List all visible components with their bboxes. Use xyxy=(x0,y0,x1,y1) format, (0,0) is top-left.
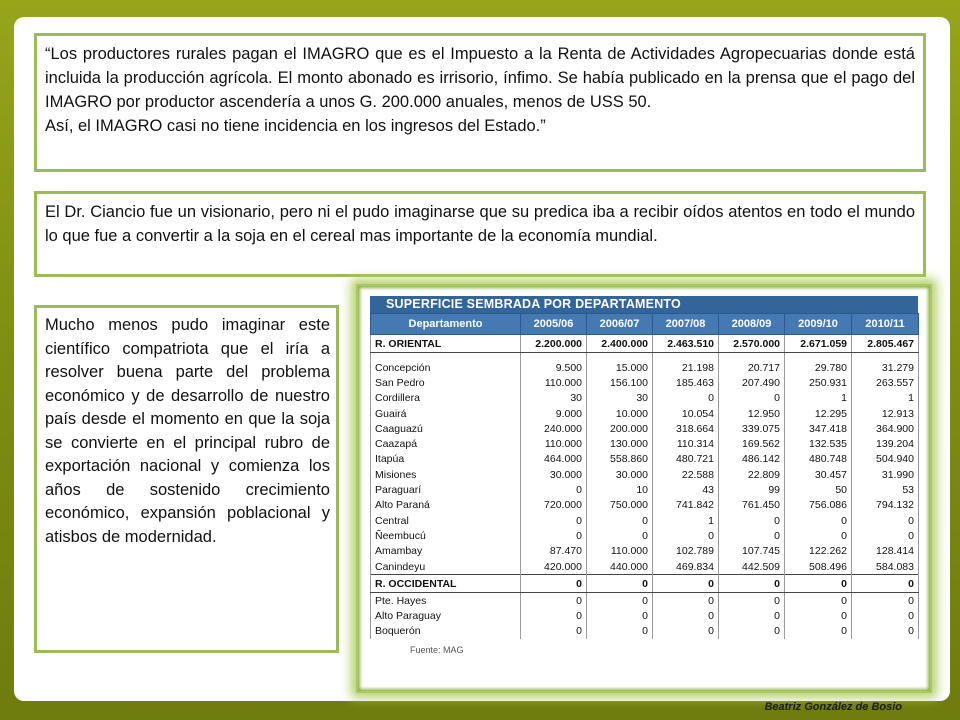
table-row xyxy=(371,608,919,623)
value-cell: 2.463.510 xyxy=(653,335,719,353)
table-row xyxy=(371,406,919,421)
header-2005-06: 2005/06 xyxy=(521,314,587,335)
table-header-row xyxy=(371,314,919,335)
department-cell: Alto Paraguay xyxy=(371,608,521,623)
value-cell: 1 xyxy=(653,513,719,528)
table-row xyxy=(371,624,919,639)
value-cell: 741.842 xyxy=(653,498,719,513)
value-cell: 30 xyxy=(521,391,587,406)
value-cell: 339.075 xyxy=(719,421,785,436)
value-cell: 139.204 xyxy=(852,436,919,451)
value-cell: 185.463 xyxy=(653,375,719,390)
value-cell: 0 xyxy=(587,575,653,593)
value-cell: 440.000 xyxy=(587,559,653,575)
value-cell: 156.100 xyxy=(587,375,653,390)
value-cell: 110.000 xyxy=(521,375,587,390)
value-cell: 263.557 xyxy=(852,375,919,390)
value-cell: 584.083 xyxy=(852,559,919,575)
value-cell: 22.588 xyxy=(653,467,719,482)
value-cell: 87.470 xyxy=(521,544,587,559)
value-cell: 794.132 xyxy=(852,498,919,513)
value-cell: 110.000 xyxy=(521,436,587,451)
value-cell: 207.490 xyxy=(719,375,785,390)
value-cell: 110.314 xyxy=(653,436,719,451)
value-cell: 0 xyxy=(852,513,919,528)
value-cell: 0 xyxy=(785,513,852,528)
department-cell: Ñeembucú xyxy=(371,528,521,543)
value-cell: 10.000 xyxy=(587,406,653,421)
value-cell: 0 xyxy=(785,593,852,609)
value-cell: 464.000 xyxy=(521,452,587,467)
value-cell: 0 xyxy=(587,608,653,623)
paragraph-soja: Mucho menos pudo imaginar este científico compatriota que el iría a resolver buena parte del problema económico y de desarrollo de nuestro país desde el momento en que la soja se convierte en el principal rubro de exportación nacional y comienza los años de sostenido crecimiento económico, expansión poblacional y atisbos de modernidad. xyxy=(45,316,330,546)
value-cell: 122.262 xyxy=(785,544,852,559)
department-cell: Guairá xyxy=(371,406,521,421)
value-cell: 1 xyxy=(852,391,919,406)
value-cell: 31.279 xyxy=(852,360,919,375)
table-row xyxy=(371,498,919,513)
value-cell: 0 xyxy=(587,528,653,543)
value-cell: 442.509 xyxy=(719,559,785,575)
value-cell: 0 xyxy=(653,624,719,639)
quote-line-1: “Los productores rurales pagan el IMAGRO que es el Impuesto a la Renta de Actividades Agropecuarias donde está incluida la producción agrícola. El monto abonado es irrisorio, ínfimo. Se había publicado en la prensa que el pago del IMAGRO por productor ascendería a unos G. 200.000 anuales, menos de USS 50. xyxy=(45,45,915,111)
value-cell: 0 xyxy=(521,575,587,593)
table-row xyxy=(371,528,919,543)
table-row xyxy=(371,452,919,467)
table-row xyxy=(371,467,919,482)
value-cell: 15.000 xyxy=(587,360,653,375)
department-cell: Caazapá xyxy=(371,436,521,451)
table-row xyxy=(371,436,919,451)
value-cell: 0 xyxy=(521,513,587,528)
value-cell: 0 xyxy=(653,575,719,593)
value-cell: 0 xyxy=(785,575,852,593)
paragraph-ciancio-box xyxy=(34,191,926,277)
department-cell: Boquerón xyxy=(371,624,521,639)
department-cell: Cordillera xyxy=(371,391,521,406)
header-2006-07: 2006/07 xyxy=(587,314,653,335)
value-cell: 0 xyxy=(785,528,852,543)
department-cell: R. OCCIDENTAL xyxy=(371,575,521,593)
value-cell: 0 xyxy=(587,593,653,609)
spacer-cell xyxy=(653,353,719,361)
value-cell: 504.940 xyxy=(852,452,919,467)
value-cell: 0 xyxy=(587,624,653,639)
value-cell: 130.000 xyxy=(587,436,653,451)
value-cell: 21.198 xyxy=(653,360,719,375)
value-cell: 110.000 xyxy=(587,544,653,559)
superficie-table xyxy=(370,313,919,639)
table-row xyxy=(371,559,919,575)
value-cell: 2.805.467 xyxy=(852,335,919,353)
spacer-cell xyxy=(785,353,852,361)
value-cell: 1 xyxy=(785,391,852,406)
value-cell: 0 xyxy=(852,624,919,639)
department-cell: Pte. Hayes xyxy=(371,593,521,609)
quote-line-2: Así, el IMAGRO casi no tiene incidencia en los ingresos del Estado.” xyxy=(45,117,546,135)
value-cell: 0 xyxy=(719,391,785,406)
value-cell: 347.418 xyxy=(785,421,852,436)
header-2008-09: 2008/09 xyxy=(719,314,785,335)
table-row xyxy=(371,391,919,406)
region-row xyxy=(371,575,919,593)
value-cell: 30.457 xyxy=(785,467,852,482)
value-cell: 10.054 xyxy=(653,406,719,421)
value-cell: 0 xyxy=(785,608,852,623)
value-cell: 9.000 xyxy=(521,406,587,421)
quote-box xyxy=(34,33,926,172)
table-body xyxy=(371,335,919,640)
value-cell: 0 xyxy=(852,575,919,593)
value-cell: 508.496 xyxy=(785,559,852,575)
value-cell: 20.717 xyxy=(719,360,785,375)
value-cell: 720.000 xyxy=(521,498,587,513)
table-row xyxy=(371,421,919,436)
table-source: Fuente: MAG xyxy=(410,645,464,656)
department-cell: Alto Paraná xyxy=(371,498,521,513)
value-cell: 318.664 xyxy=(653,421,719,436)
value-cell: 0 xyxy=(719,513,785,528)
table-spacer-row xyxy=(371,353,919,361)
department-cell: Caaguazú xyxy=(371,421,521,436)
value-cell: 10 xyxy=(587,482,653,497)
value-cell: 200.000 xyxy=(587,421,653,436)
department-cell: Concepción xyxy=(371,360,521,375)
value-cell: 756.086 xyxy=(785,498,852,513)
value-cell: 29.780 xyxy=(785,360,852,375)
value-cell: 12.950 xyxy=(719,406,785,421)
value-cell: 480.748 xyxy=(785,452,852,467)
value-cell: 486.142 xyxy=(719,452,785,467)
value-cell: 50 xyxy=(785,482,852,497)
spacer-cell xyxy=(587,353,653,361)
table-row xyxy=(371,360,919,375)
value-cell: 0 xyxy=(521,482,587,497)
header-2010-11: 2010/11 xyxy=(852,314,919,335)
value-cell: 0 xyxy=(719,624,785,639)
value-cell: 761.450 xyxy=(719,498,785,513)
value-cell: 30.000 xyxy=(521,467,587,482)
value-cell: 250.931 xyxy=(785,375,852,390)
department-cell: Central xyxy=(371,513,521,528)
value-cell: 169.562 xyxy=(719,436,785,451)
value-cell: 558.860 xyxy=(587,452,653,467)
value-cell: 132.535 xyxy=(785,436,852,451)
value-cell: 0 xyxy=(719,593,785,609)
value-cell: 0 xyxy=(653,391,719,406)
value-cell: 31.990 xyxy=(852,467,919,482)
spacer-cell xyxy=(852,353,919,361)
value-cell: 2.671.059 xyxy=(785,335,852,353)
value-cell: 0 xyxy=(587,513,653,528)
value-cell: 2.400.000 xyxy=(587,335,653,353)
header-departamento: Departamento xyxy=(371,314,521,335)
department-cell: Misiones xyxy=(371,467,521,482)
table-row xyxy=(371,513,919,528)
spacer-cell xyxy=(719,353,785,361)
value-cell: 0 xyxy=(521,624,587,639)
author-credit: Beatriz González de Bosio xyxy=(764,701,902,713)
value-cell: 12.295 xyxy=(785,406,852,421)
value-cell: 0 xyxy=(852,593,919,609)
value-cell: 469.834 xyxy=(653,559,719,575)
table-row xyxy=(371,375,919,390)
department-cell: R. ORIENTAL xyxy=(371,335,521,353)
spacer-cell xyxy=(521,353,587,361)
value-cell: 0 xyxy=(852,608,919,623)
table-row xyxy=(371,593,919,609)
value-cell: 0 xyxy=(653,593,719,609)
value-cell: 102.789 xyxy=(653,544,719,559)
table-row xyxy=(371,482,919,497)
value-cell: 0 xyxy=(521,593,587,609)
value-cell: 420.000 xyxy=(521,559,587,575)
value-cell: 0 xyxy=(653,528,719,543)
value-cell: 480.721 xyxy=(653,452,719,467)
value-cell: 9.500 xyxy=(521,360,587,375)
value-cell: 12.913 xyxy=(852,406,919,421)
value-cell: 22.809 xyxy=(719,467,785,482)
paragraph-soja-box xyxy=(34,305,339,653)
value-cell: 750.000 xyxy=(587,498,653,513)
table-title: SUPERFICIE SEMBRADA POR DEPARTAMENTO xyxy=(370,296,918,313)
value-cell: 2.570.000 xyxy=(719,335,785,353)
value-cell: 240.000 xyxy=(521,421,587,436)
superficie-table-container xyxy=(370,296,918,655)
department-cell: Canindeyu xyxy=(371,559,521,575)
table-row xyxy=(371,544,919,559)
value-cell: 0 xyxy=(852,528,919,543)
value-cell: 30.000 xyxy=(587,467,653,482)
paragraph-ciancio: El Dr. Ciancio fue un visionario, pero ni el pudo imaginarse que su predica iba a recibir oídos atentos en todo el mundo lo que fue a convertir a la soja en el cereal mas importante de la economía mundial. xyxy=(45,203,915,245)
value-cell: 0 xyxy=(653,608,719,623)
value-cell: 364.900 xyxy=(852,421,919,436)
value-cell: 2.200.000 xyxy=(521,335,587,353)
department-cell: Itapúa xyxy=(371,452,521,467)
table-image-frame xyxy=(356,284,932,693)
department-cell: Paraguarí xyxy=(371,482,521,497)
department-cell: Amambay xyxy=(371,544,521,559)
value-cell: 0 xyxy=(521,608,587,623)
value-cell: 128.414 xyxy=(852,544,919,559)
region-row xyxy=(371,335,919,353)
value-cell: 30 xyxy=(587,391,653,406)
value-cell: 0 xyxy=(785,624,852,639)
value-cell: 43 xyxy=(653,482,719,497)
value-cell: 53 xyxy=(852,482,919,497)
value-cell: 0 xyxy=(719,608,785,623)
header-2007-08: 2007/08 xyxy=(653,314,719,335)
header-2009-10: 2009/10 xyxy=(785,314,852,335)
spacer-cell xyxy=(371,353,521,361)
value-cell: 107.745 xyxy=(719,544,785,559)
department-cell: San Pedro xyxy=(371,375,521,390)
value-cell: 0 xyxy=(521,528,587,543)
value-cell: 0 xyxy=(719,575,785,593)
value-cell: 0 xyxy=(719,528,785,543)
value-cell: 99 xyxy=(719,482,785,497)
